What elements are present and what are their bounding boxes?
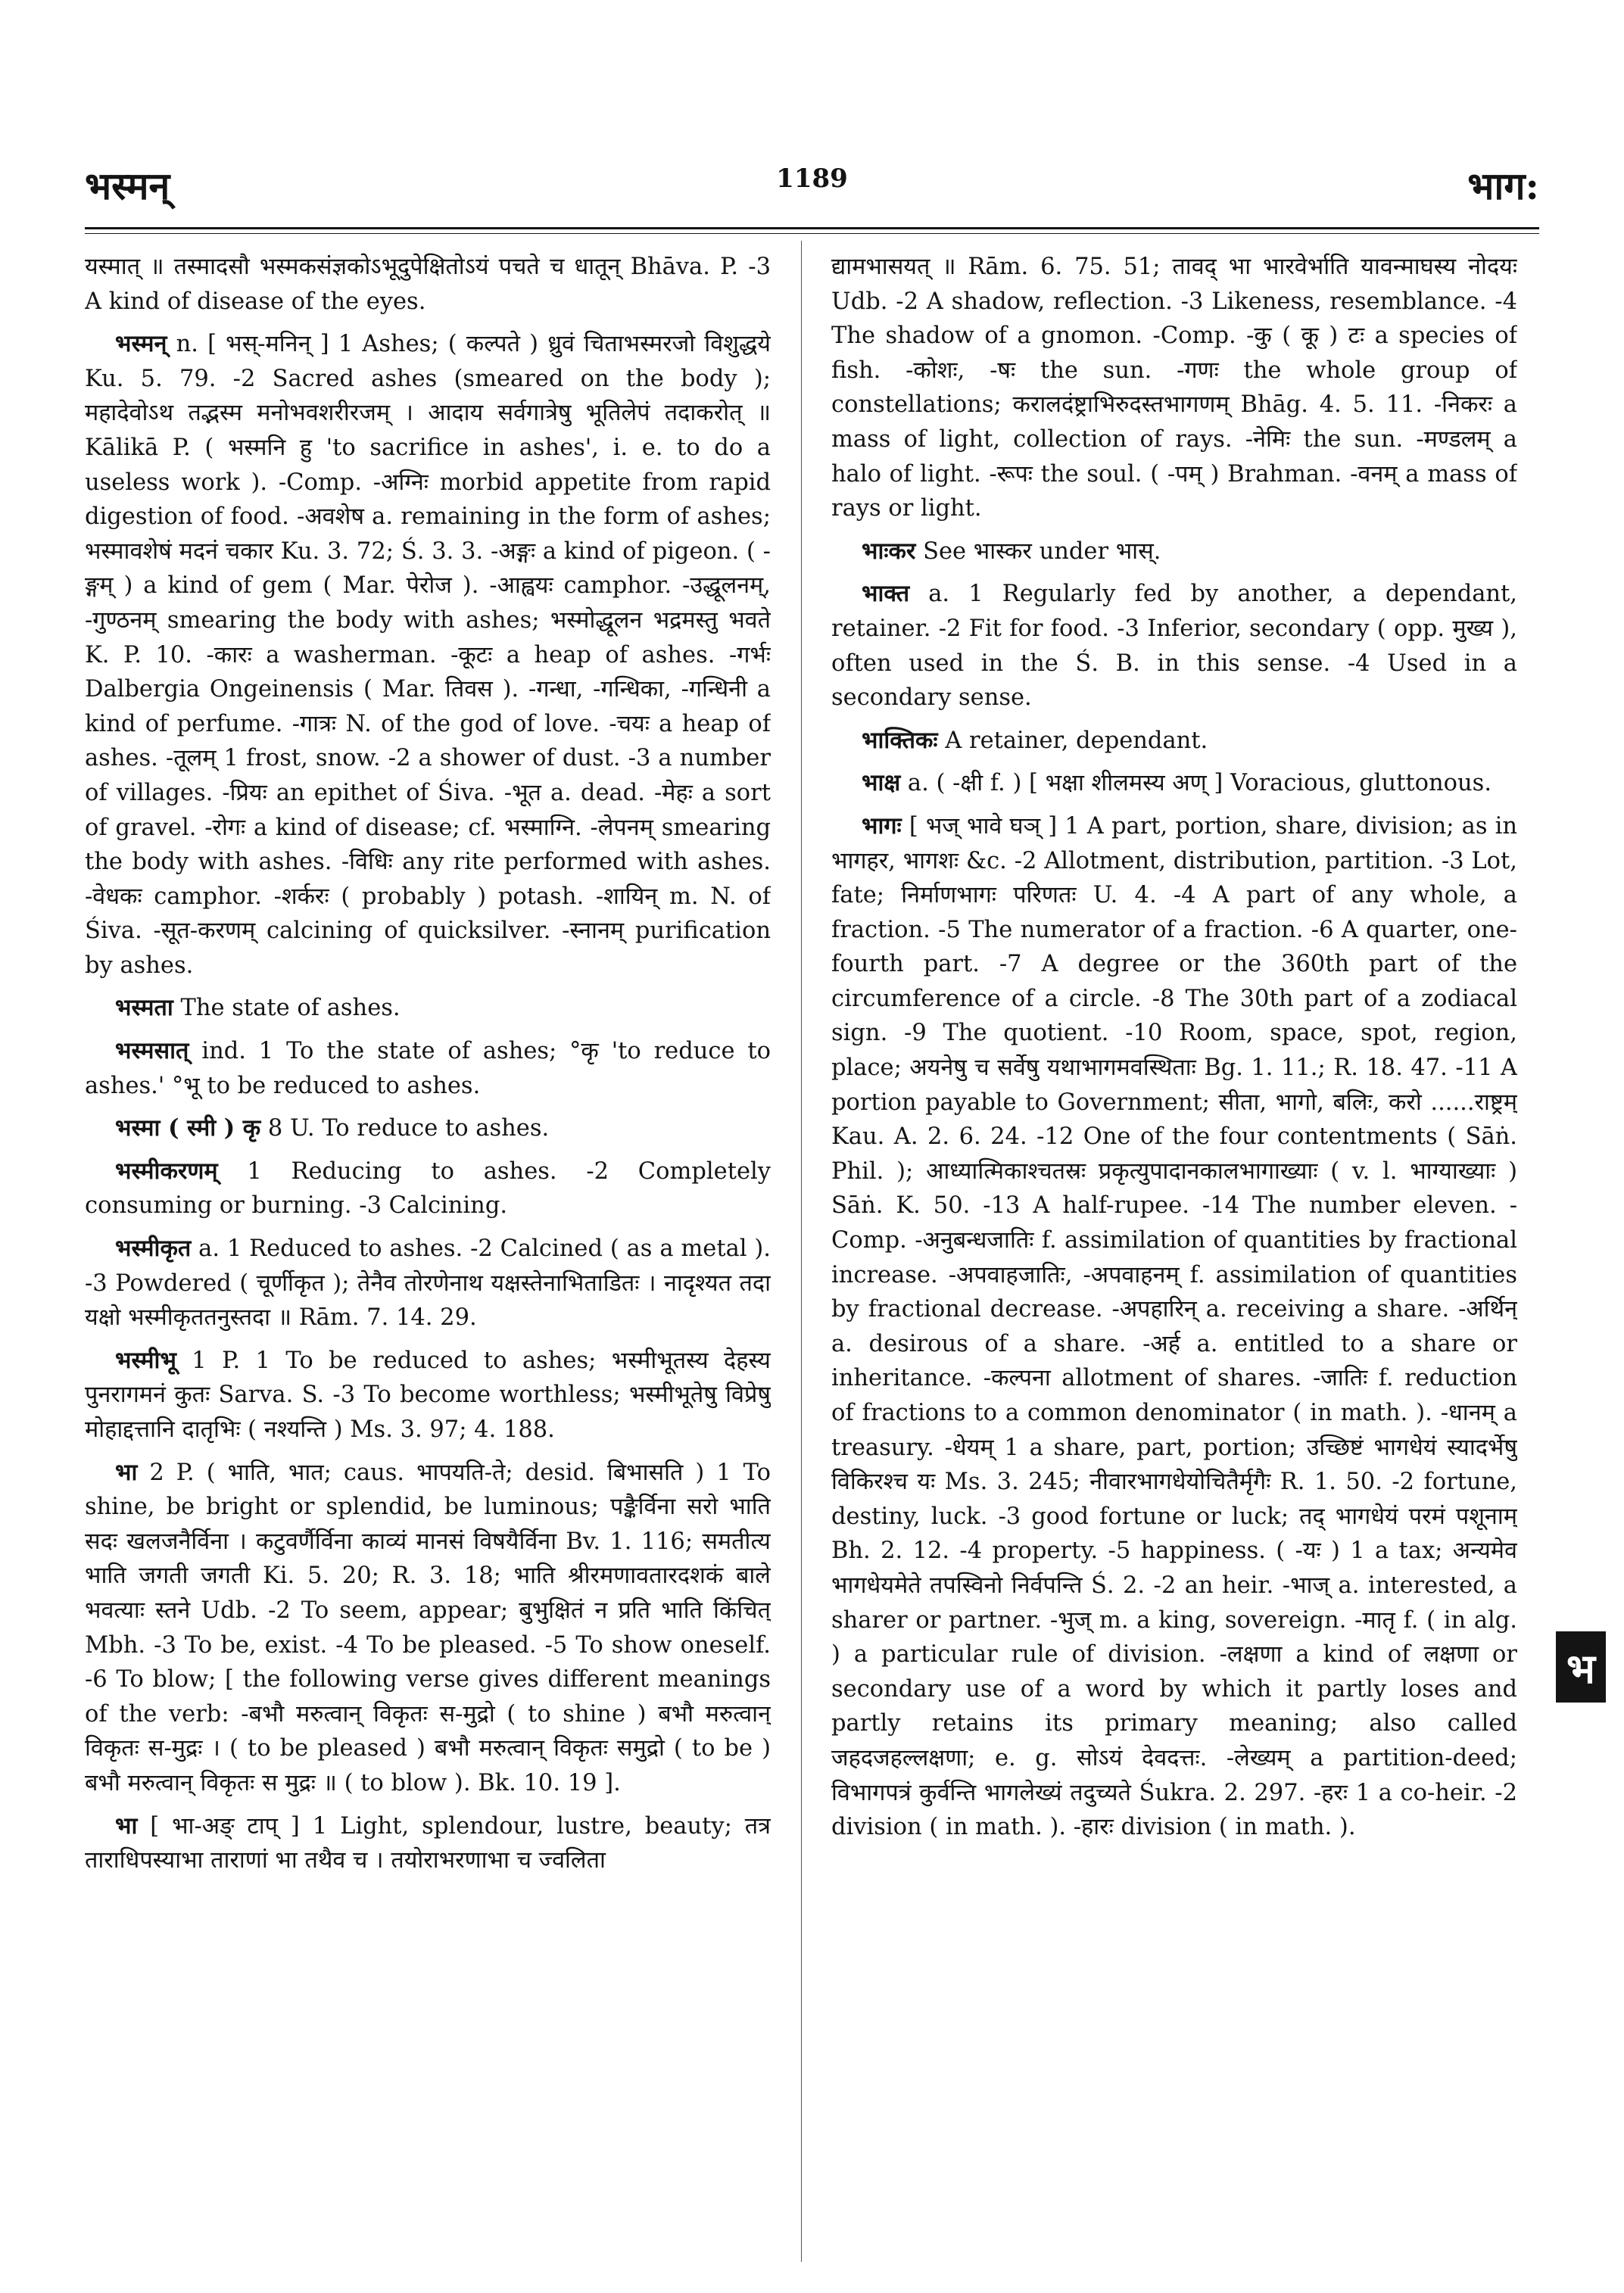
- entry-text: [ भा-अङ् टाप् ] 1 Light, splendour, lustre, beauty; तत्र ताराधिपस्याभा ताराणां भा तथैव च । तयोराभरणाभा च ज्वलिता: [85, 1812, 771, 1874]
- header-rule: [85, 227, 1539, 229]
- dictionary-entry: [831, 724, 1517, 759]
- dictionary-entry: [85, 991, 771, 1026]
- entry-text: The state of ashes.: [180, 995, 401, 1022]
- header-left-word: भस्मन्: [85, 164, 170, 208]
- entry-headword: भाक्ष: [862, 769, 901, 797]
- page-header: [85, 159, 1539, 212]
- header-right-word: भाग:: [1467, 164, 1539, 208]
- dictionary-entry: [85, 250, 771, 319]
- page-number: 1189: [776, 164, 848, 194]
- entry-headword: भाःकर: [862, 537, 916, 565]
- dictionary-entry: [85, 1154, 771, 1223]
- entry-headword: भस्मीकृत: [115, 1235, 192, 1263]
- entry-text: 8 U. To reduce to ashes.: [267, 1115, 550, 1142]
- entry-headword: भस्मीकरणम्: [115, 1157, 218, 1185]
- thumb-index-tab: [1556, 1631, 1606, 1703]
- entry-text: n. [ भस्-मनिन् ] 1 Ashes; ( कल्पते ) ध्रुवं चिताभस्मरजो विशुद्धये Ku. 5. 79. -2 Sacred ashes (smeared on the body ); महादेवोऽथ तद्भस्म मनोभवशरीरजम् । आदाय सर्वगात्रेषु भूतिलेपं तदाकरोत् ॥ Kālikā P. ( भस्मनि हु 'to sacrifice in ashes', i. e. to do a useless work ). -Comp. -अग्निः morbid appetite from rapid digestion of food. -अवशेष a. remaining in the form of ashes; भस्मावशेषं मदनं चकार Ku. 3. 72; Ś. 3. 3. -अङ्गः a kind of pigeon. ( -ङ्गम् ) a kind of gem ( Mar. पेरोज ). -आह्वयः camphor. -उद्धूलनम्, -गुण्ठनम् smearing the body with ashes; भस्मोद्धूलन भद्रमस्तु भवते K. P. 10. -कारः a washerman. -कूटः a heap of ashes. -गर्भः Dalbergia Ongeinensis ( Mar. तिवस ). -गन्धा, -गन्धिका, -गन्धिनी a kind of perfume. -गात्रः N. of the god of love. -चयः a heap of ashes. -तूलम् 1 frost, snow. -2 a shower of dust. -3 a number of villages. -प्रियः an epithet of Śiva. -भूत a. dead. -मेहः a sort of gravel. -रोगः a kind of disease; cf. भस्माग्नि. -लेपनम् smearing the body with ashes. -विधिः any rite performed with ashes. -वेधकः camphor. -शर्करः ( probably ) potash. -शायिन् m. N. of Śiva. -सूत-करणम् calcining of quicksilver. -स्नानम् purification by ashes.: [85, 331, 771, 979]
- entry-text: ind. 1 To the state of ashes; °कृ 'to reduce to ashes.' °भू to be reduced to ashes.: [85, 1038, 771, 1099]
- left-column: [85, 250, 771, 2263]
- dictionary-entry: [85, 327, 771, 983]
- entry-text: 1 P. 1 To be reduced to ashes; भस्मीभूतस्य देहस्य पुनरागमनं कुतः Sarva. S. -3 To become worthless; भस्मीभूतेषु विप्रेषु मोहाद्दत्तानि दातृभिः ( नश्यन्ति ) Ms. 3. 97; 4. 188.: [85, 1347, 771, 1443]
- entry-headword: भस्मा ( स्मी ) कृ: [115, 1114, 261, 1142]
- dictionary-entry: [831, 809, 1517, 1845]
- dictionary-entry: [831, 534, 1517, 569]
- entry-text: द्यामभासयत् ॥ Rām. 6. 75. 51; तावद् भा भारवेर्भाति यावन्माघस्य नोदयः Udb. -2 A shadow, reflection. -3 Likeness, resemblance. -4 The shadow of a gnomon. -Comp. -कु ( कू ) टः a species of fish. -कोशः, -षः the sun. -गणः the whole group of constellations; करालदंष्ट्राभिरुदस्तभागणम् Bhāg. 4. 5. 11. -निकरः a mass of light, collection of rays. -नेमिः the sun. -मण्डलम् a halo of light. -रूपः the soul. ( -पम् ) Brahman. -वनम् a mass of rays or light.: [831, 254, 1517, 522]
- entry-headword: भाक्त: [862, 580, 910, 608]
- entry-headword: भागः: [862, 812, 902, 840]
- entry-text: A retainer, dependant.: [945, 727, 1208, 754]
- entry-headword: भाक्तिकः: [862, 726, 938, 754]
- entry-headword: भस्मन्: [115, 330, 167, 358]
- header-rule-thin: [85, 233, 1539, 234]
- entry-text: [ भज् भावे घञ् ] 1 A part, portion, share, division; as in भागहर, भागशः &c. -2 Allotment, distribution, partition. -3 Lot, fate; निर्माणभागः परिणतः U. 4. -4 A part of any whole, a fraction. -5 The numerator of a fraction. -6 A quarter, one-fourth part. -7 A degree or the 360th part of the circumference of a circle. -8 The 30th part of a zodiacal sign. -9 The quotient. -10 Room, space, spot, region, place; अयनेषु च सर्वेषु यथाभागमवस्थिताः Bg. 1. 11.; R. 18. 47. -11 A portion payable to Government; सीता, भागो, बलिः, करो ......राष्ट्रम् Kau. A. 2. 6. 24. -12 One of the four contentments ( Sāṅ. Phil. ); आध्यात्मिकाश्चतस्रः प्रकृत्युपादानकालभागाख्याः ( v. l. भाग्याख्याः ) Sāṅ. K. 50. -13 A half-rupee. -14 The number eleven. -Comp. -अनुबन्धजातिः f. assimilation of quantities by fractional increase. -अपवाहजातिः, -अपवाहनम् f. assimilation of quantities by fractional decrease. -अपहारिन् a. receiving a share. -अर्थिन् a. desirous of a share. -अर्ह a. entitled to a share or inheritance. -कल्पना allotment of shares. -जातिः f. reduction of fractions to a common denominator ( in math. ). -धानम् a treasury. -धेयम् 1 a share, part, portion; उच्छिष्टं भागधेयं स्यादर्भेषु विकिरश्च यः Ms. 3. 245; नीवारभागधेयोचितैर्मृगैः R. 1. 50. -2 fortune, destiny, luck. -3 good fortune or luck; तद् भागधेयं परमं पशूनाम् Bh. 2. 12. -4 property. -5 happiness. ( -यः ) 1 a tax; अन्यमेव भागधेयमेते तपस्विनो निर्वपन्ति Ś. 2. -2 an heir. -भाज् a. interested, a sharer or partner. -भुज् m. a king, sovereign. -मातृ f. ( in alg. ) a particular rule of division. -लक्षणा a kind of लक्षणा or secondary use of a word by which it partly loses and partly retains its primary meaning; also called जहदजहल्लक्षणा; e. g. सोऽयं देवदत्तः. -लेख्यम् a partition-deed; विभागपत्रं कुर्वन्ति भागलेख्यं तदुच्यते Śukra. 2. 297. -हरः 1 a co-heir. -2 division ( in math. ). -हारः division ( in math. ).: [831, 812, 1517, 1841]
- column-divider: [801, 241, 802, 2262]
- thumb-index-letter: भ: [1566, 1644, 1595, 1693]
- dictionary-entry: [85, 1809, 771, 1878]
- entry-headword: भा: [115, 1812, 138, 1840]
- dictionary-entry: [85, 1034, 771, 1103]
- dictionary-entry: [831, 577, 1517, 715]
- entry-text: a. 1 Regularly fed by another, a dependant, retainer. -2 Fit for food. -3 Inferior, secondary ( opp. मुख्य ), often used in the Ś. B. in this sense. -4 Used in a secondary sense.: [831, 581, 1517, 712]
- dictionary-entry: [831, 766, 1517, 801]
- entry-headword: भस्मसात्: [115, 1037, 189, 1065]
- entry-text: a. ( -क्षी f. ) [ भक्षा शीलमस्य अण् ] Voracious, gluttonous.: [907, 770, 1492, 797]
- entry-headword: भस्मीभू: [115, 1346, 176, 1374]
- entry-text: a. 1 Reduced to ashes. -2 Calcined ( as a metal ). -3 Powdered ( चूर्णीकृत ); तेनैव तोरणेनाथ यक्षस्तेनाभिताडितः । नादृश्यत तदा यक्षो भस्मीकृततनुस्तदा ॥ Rām. 7. 14. 29.: [85, 1235, 771, 1332]
- dictionary-entry: [85, 1344, 771, 1447]
- entry-text: 1 Reducing to ashes. -2 Completely consuming or burning. -3 Calcining.: [85, 1157, 771, 1220]
- entry-text: See भास्कर under भास्.: [923, 537, 1161, 565]
- dictionary-entry: [85, 1232, 771, 1335]
- entry-headword: भा: [115, 1458, 138, 1486]
- right-column: [831, 250, 1517, 2263]
- dictionary-entry: [85, 1456, 771, 1801]
- entry-text: 2 P. ( भाति, भात; caus. भापयति-ते; desid. बिभासति ) 1 To shine, be bright or splendid, be luminous; पङ्कैर्विना सरो भाति सदः खलजनैर्विना । कटुवर्णैर्विना काव्यं मानसं विषयैर्विना Bv. 1. 116; समतीत्य भाति जगती जगती Ki. 5. 20; R. 3. 18; भाति श्रीरमणावतारदशकं बाले भवत्याः स्तने Udb. -2 To seem, appear; बुभुक्षितं न प्रति भाति किंचित् Mbh. -3 To be, exist. -4 To be pleased. -5 To show oneself. -6 To blow; [ the following verse gives different meanings of the verb: -बभौ मरुत्वान् विकृतः स-मुद्रो ( to shine ) बभौ मरुत्वान् विकृतः स-मुद्रः । ( to be pleased ) बभौ मरुत्वान् विकृतः समुद्रो ( to be ) बभौ मरुत्वान् विकृतः स मुद्रः ॥ ( to blow ). Bk. 10. 19 ].: [85, 1459, 771, 1796]
- dictionary-entry: [85, 1111, 771, 1146]
- entry-text: यस्मात् ॥ तस्मादसौ भस्मकसंज्ञकोऽभूदुपेक्षितोऽयं पचते च धातून् Bhāva. P. -3 A kind of disease of the eyes.: [85, 254, 771, 315]
- entry-headword: भस्मता: [115, 994, 173, 1022]
- dictionary-entry: [831, 250, 1517, 526]
